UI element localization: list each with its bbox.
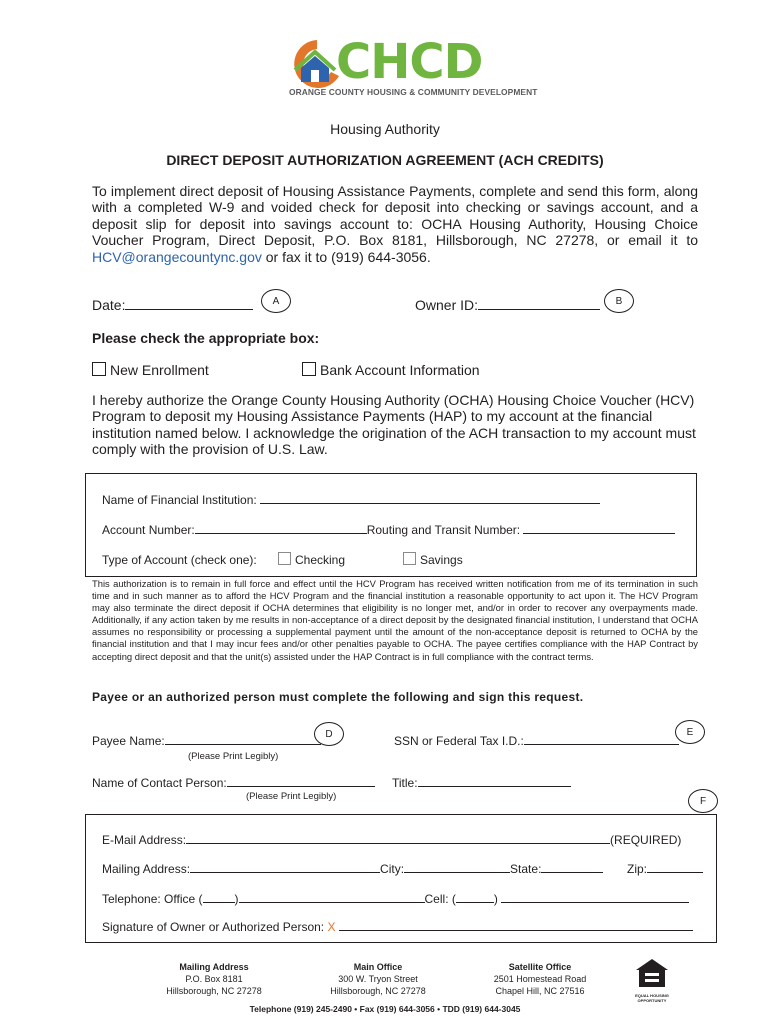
state-line[interactable] [541, 862, 603, 873]
institution-label: Name of Financial Institution: [102, 493, 257, 507]
signature-x-mark: X [327, 920, 336, 934]
institution-line[interactable] [260, 493, 600, 504]
checking-checkbox[interactable] [278, 552, 291, 565]
bank-info-label: Bank Account Information [320, 362, 480, 378]
date-label: Date: [92, 297, 126, 313]
footer-mailing-head: Mailing Address [179, 962, 249, 972]
print-legibly-note: (Please Print Legibly) [188, 751, 279, 762]
mailing-address-field[interactable] [102, 862, 603, 876]
zip-field[interactable] [627, 862, 703, 876]
footer-sat-line1: 2501 Homestead Road [493, 974, 587, 984]
footer-mailing-line2: Hillsborough, NC 27278 [166, 986, 262, 996]
zip-line[interactable] [647, 862, 703, 873]
routing-label: Routing and Transit Number: [366, 523, 521, 537]
new-enrollment-checkbox[interactable] [92, 362, 106, 376]
telephone-field[interactable] [102, 892, 689, 906]
marker-f: F [688, 789, 718, 813]
ssn-field[interactable] [394, 734, 679, 748]
contact-person-label: Name of Contact Person: [92, 776, 227, 790]
title-line[interactable] [418, 776, 571, 787]
payee-name-field[interactable] [92, 734, 321, 748]
title-label: Title: [392, 776, 418, 790]
signature-label: Signature of Owner or Authorized Person: [102, 920, 325, 934]
cell-paren: ) [493, 892, 498, 906]
cell-number-line[interactable] [501, 892, 689, 903]
equal-housing-logo [632, 958, 672, 1003]
signature-line[interactable] [339, 920, 693, 931]
footer-main-office [314, 961, 442, 997]
owner-id-line[interactable] [478, 297, 600, 310]
city-line[interactable] [404, 862, 510, 873]
contact-person-line[interactable] [227, 776, 375, 787]
footer-main-line1: 300 W. Tryon Street [338, 974, 418, 984]
form-title: DIRECT DEPOSIT AUTHORIZATION AGREEMENT (ACH CREDITS) [166, 152, 604, 168]
bank-info-option[interactable] [302, 362, 480, 378]
savings-label: Savings [420, 553, 463, 567]
account-number-field[interactable] [102, 523, 675, 537]
ssn-label: SSN or Federal Tax I.D.: [394, 734, 524, 748]
footer-main-head: Main Office [353, 962, 403, 972]
check-prompt: Please check the appropriate box: [92, 330, 320, 346]
marker-e: E [675, 720, 705, 744]
equal-housing-icon [634, 958, 670, 988]
ssn-line[interactable] [524, 734, 679, 745]
email-label: E-Mail Address: [102, 833, 187, 847]
footer-phones: Telephone (919) 245-2490 • Fax (919) 644-3056 • TDD (919) 644-3045 [249, 1004, 521, 1014]
city-label: City: [380, 862, 405, 876]
bank-info-checkbox[interactable] [302, 362, 316, 376]
account-number-label: Account Number: [102, 523, 195, 537]
footer-mailing-line1: P.O. Box 8181 [185, 974, 243, 984]
owner-id-field[interactable] [415, 297, 600, 313]
zip-label: Zip: [627, 862, 648, 876]
title-field[interactable] [392, 776, 571, 790]
marker-a: A [261, 289, 291, 313]
phone-paren: ) [234, 892, 239, 906]
institution-field[interactable] [102, 493, 600, 507]
email-field[interactable] [102, 833, 681, 847]
agency-name: Housing Authority [330, 121, 440, 137]
payee-name-label: Payee Name: [92, 734, 165, 748]
footer-main-line2: Hillsborough, NC 27278 [330, 986, 426, 996]
footer-mailing [150, 961, 278, 997]
email-line[interactable] [186, 833, 610, 844]
savings-checkbox[interactable] [403, 552, 416, 565]
payee-instruction: Payee or an authorized person must complete the following and sign this request. [92, 690, 584, 704]
cell-area-line[interactable] [456, 892, 494, 903]
logo-wordmark: CHCD [336, 34, 483, 90]
phone-number-line[interactable] [239, 892, 425, 903]
savings-option[interactable] [403, 552, 463, 567]
marker-d: D [314, 722, 344, 746]
new-enrollment-option[interactable] [92, 362, 209, 378]
footer-satellite-office [476, 961, 604, 997]
account-number-line[interactable] [195, 523, 367, 534]
marker-b: B [604, 289, 634, 313]
required-note: (REQUIRED) [610, 833, 682, 847]
checking-label: Checking [295, 553, 346, 567]
checking-option[interactable] [278, 552, 345, 567]
mailing-line[interactable] [190, 862, 380, 873]
logo-tagline: ORANGE COUNTY HOUSING & COMMUNITY DEVELOPMENT [289, 87, 538, 97]
date-field[interactable] [92, 297, 253, 313]
footer-sat-line2: Chapel Hill, NC 27516 [495, 986, 585, 996]
signature-field[interactable] [102, 920, 693, 934]
mailing-label: Mailing Address: [102, 862, 191, 876]
authorization-paragraph: I hereby authorize the Orange County Housing Authority (OCHA) Housing Choice Voucher (HCV) Program to deposit my Housing Assistance Payments (HAP) to my account at the financial institution named below. I acknowledge the origination of the ACH transaction to my account must comply with the provision of U.S. Law. [92, 392, 696, 458]
phone-area-line[interactable] [203, 892, 235, 903]
state-label: State: [510, 862, 542, 876]
fine-print: This authorization is to remain in full force and effect until the HCV Program has received written notification from me of its termination in such time and in such manner as to afford the HCV Program and the financial institution a reasonable opportunity to act upon it. The HCV Program may also terminate the direct deposit if OCHA determines that eligibility is no longer met, and/or in order to recover any overpayments made. Additionally, if any action taken by me results in non-acceptance of a direct deposit by the designated financial institution, I understand that OCHA assumes no responsibility or processing a supplemental payment until the amount of the non-acceptance deposit is returned to OCHA by the financial institution and that I may incur fees and/or other penalties payable to OCHA. The payee certifies compliance with the HAP Contract by accepting direct deposit and that the unit(s) assisted under the HAP Contract is in full compliance with the contract terms. [92, 578, 698, 662]
account-type-label: Type of Account (check one): [102, 553, 257, 567]
payee-name-line[interactable] [165, 734, 321, 745]
intro-paragraph [92, 183, 698, 265]
print-legibly-note-2: (Please Print Legibly) [246, 791, 337, 802]
intro-text: To implement direct deposit of Housing Assistance Payments, complete and send this form, along with a completed W-9 and voided check for deposit into checking or savings account, and a deposit slip for deposit into savings account to: OCHA Housing Authority, Housing Choice Voucher Program, Direct Deposit, P.O. Box 8181, Hillsborough, NC 27278, or email it to [92, 183, 698, 249]
cell-label: Cell: ( [424, 892, 456, 906]
account-type-field [102, 553, 257, 567]
intro-fax: or fax it to (919) 644-3056. [261, 248, 431, 265]
contact-person-field[interactable] [92, 776, 375, 790]
footer-sat-head: Satellite Office [508, 962, 572, 972]
new-enrollment-label: New Enrollment [110, 362, 209, 378]
owner-id-label: Owner ID: [415, 297, 479, 313]
date-line[interactable] [125, 297, 253, 310]
telephone-label: Telephone: Office ( [102, 892, 203, 906]
eho-text: EQUAL HOUSING OPPORTUNITY [635, 993, 669, 1003]
routing-line[interactable] [523, 523, 675, 534]
email-link[interactable]: HCV@orangecountync.gov [92, 248, 262, 265]
